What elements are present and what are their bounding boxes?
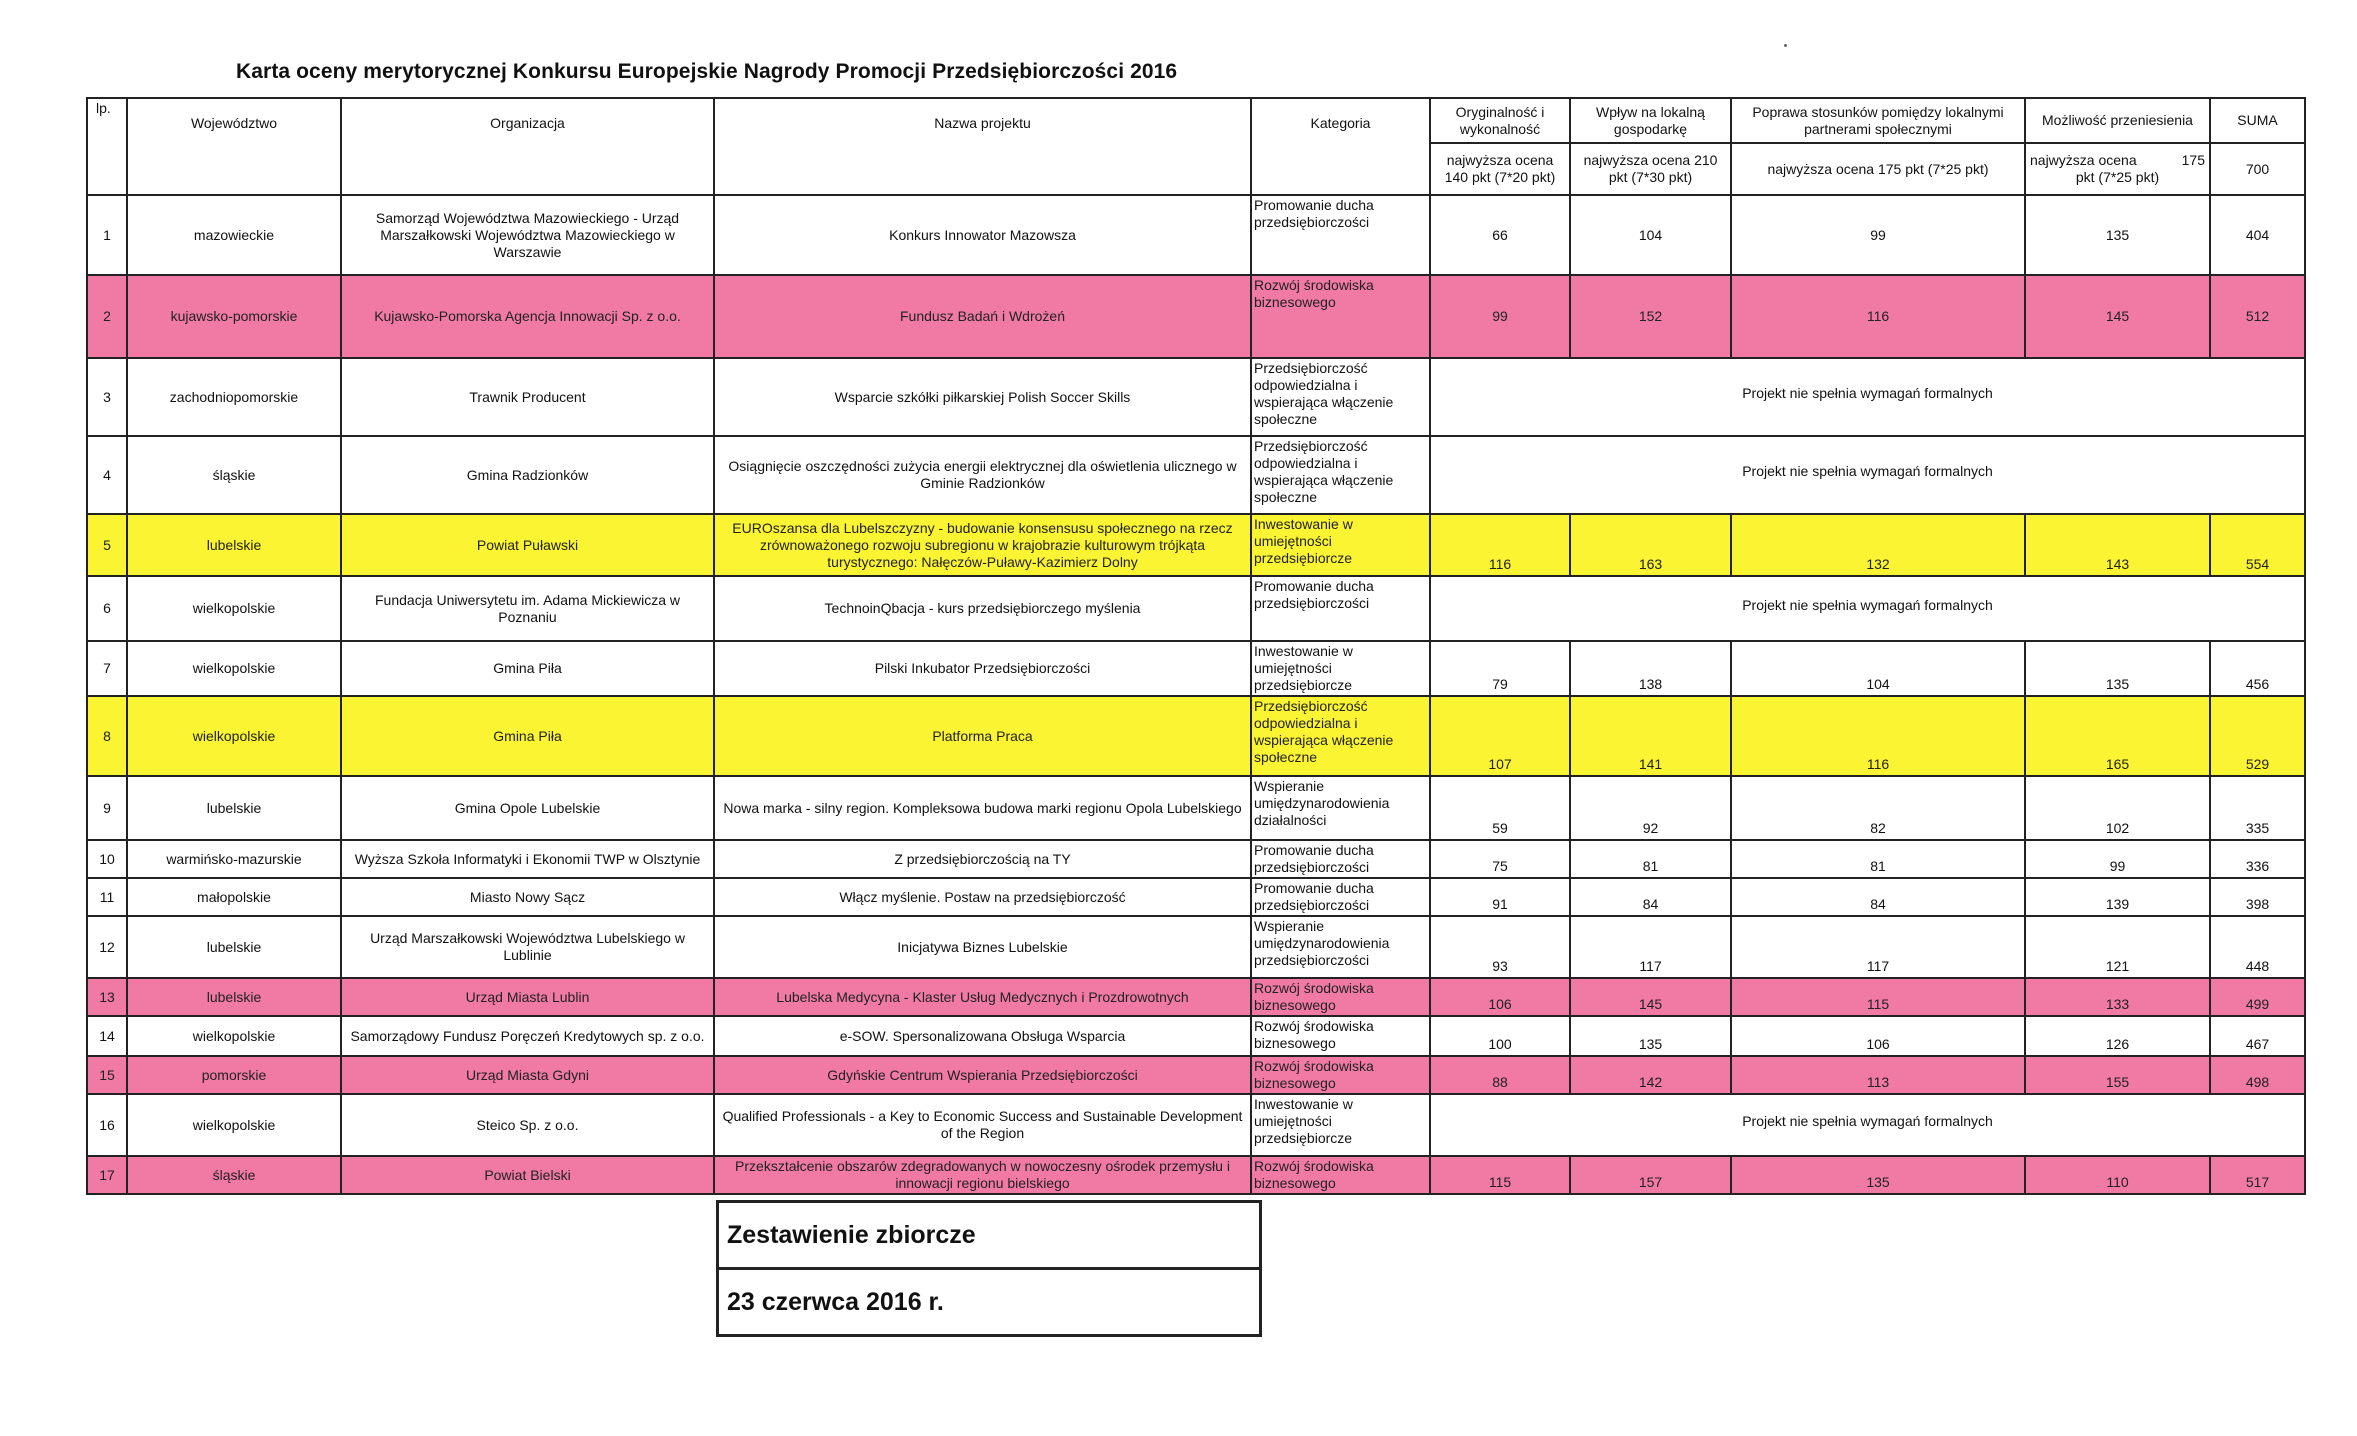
cell-wojewodztwo: kujawsko-pomorskie [127,275,341,358]
table-row [87,978,2305,1016]
cell-suma: 498 [2210,1056,2305,1094]
cell-suma: 335 [2210,776,2305,840]
cell-suma: 512 [2210,275,2305,358]
cell-not-eligible: Projekt nie spełnia wymagań formalnych [1430,576,2305,641]
header-oryginalnosc: Oryginalność i wykonalność [1430,98,1570,143]
cell-kategoria: Rozwój środowiska biznesowego [1251,978,1430,1016]
cell-wplyw: 152 [1570,275,1731,358]
cell-lp: 15 [87,1056,127,1094]
cell-mozliwosc-przeniesienia: 165 [2025,696,2210,776]
cell-lp: 8 [87,696,127,776]
cell-suma: 404 [2210,195,2305,275]
scan-speck [1784,44,1787,47]
header-poprawa-stosunkow: Poprawa stosunków pomiędzy lokalnymi partnerami społecznymi [1731,98,2025,143]
cell-mozliwosc-przeniesienia: 135 [2025,641,2210,696]
cell-wplyw: 92 [1570,776,1731,840]
cell-kategoria: Przedsiębiorczość odpowiedzialna i wspierająca włączenie społeczne [1251,696,1430,776]
header-wojewodztwo: Województwo [127,98,341,195]
cell-suma: 499 [2210,978,2305,1016]
max-oryginalnosc: najwyższa ocena 140 pkt (7*20 pkt) [1430,143,1570,195]
cell-kategoria: Inwestowanie w umiejętności przedsiębiorcze [1251,514,1430,576]
cell-mozliwosc-przeniesienia: 139 [2025,878,2210,916]
cell-projekt: EUROszansa dla Lubelszczyzny - budowanie konsensusu społecznego na rzecz zrównoważonego rozwoju subregionu w krajobrazie kulturowym trójkąta turystycznego: Nałęczów-Puławy-Kazimierz Dolny [714,514,1251,576]
cell-projekt: Włącz myślenie. Postaw na przedsiębiorczość [714,878,1251,916]
max-mozliwosc-value: 175 [2181,152,2205,168]
cell-wojewodztwo: lubelskie [127,916,341,978]
cell-kategoria: Rozwój środowiska biznesowego [1251,1016,1430,1056]
cell-organizacja: Urząd Miasta Gdyni [341,1056,714,1094]
cell-kategoria: Wspieranie umiędzynarodowienia działalności [1251,776,1430,840]
cell-poprawa-stosunkow: 84 [1731,878,2025,916]
cell-wplyw: 135 [1570,1016,1731,1056]
header-wplyw: Wpływ na lokalną gospodarkę [1570,98,1731,143]
cell-oryginalnosc: 66 [1430,195,1570,275]
cell-projekt: Inicjatywa Biznes Lubelskie [714,916,1251,978]
cell-lp: 13 [87,978,127,1016]
cell-wplyw: 81 [1570,840,1731,878]
cell-organizacja: Powiat Puławski [341,514,714,576]
cell-organizacja: Powiat Bielski [341,1156,714,1194]
cell-not-eligible: Projekt nie spełnia wymagań formalnych [1430,1094,2305,1156]
header-kategoria: Kategoria [1251,98,1430,195]
cell-projekt: Osiągnięcie oszczędności zużycia energii elektrycznej dla oświetlenia ulicznego w Gminie Radzionków [714,436,1251,514]
cell-organizacja: Gmina Piła [341,696,714,776]
cell-projekt: Przekształcenie obszarów zdegradowanych w nowoczesny ośrodek przemysłu i innowacji regionu bielskiego [714,1156,1251,1194]
cell-suma: 467 [2210,1016,2305,1056]
cell-lp: 9 [87,776,127,840]
table-row [87,916,2305,978]
table-row [87,1094,2305,1156]
cell-wojewodztwo: warmińsko-mazurskie [127,840,341,878]
cell-kategoria: Promowanie ducha przedsiębiorczości [1251,576,1430,641]
cell-organizacja: Kujawsko-Pomorska Agencja Innowacji Sp. z o.o. [341,275,714,358]
cell-organizacja: Gmina Opole Lubelskie [341,776,714,840]
cell-kategoria: Wspieranie umiędzynarodowienia przedsiębiorczości [1251,916,1430,978]
table-row [87,195,2305,275]
cell-organizacja: Fundacja Uniwersytetu im. Adama Mickiewicza w Poznaniu [341,576,714,641]
cell-oryginalnosc: 100 [1430,1016,1570,1056]
cell-lp: 4 [87,436,127,514]
cell-suma: 336 [2210,840,2305,878]
cell-mozliwosc-przeniesienia: 99 [2025,840,2210,878]
cell-mozliwosc-przeniesienia: 135 [2025,195,2210,275]
cell-projekt: Gdyńskie Centrum Wspierania Przedsiębiorczości [714,1056,1251,1094]
cell-kategoria: Promowanie ducha przedsiębiorczości [1251,878,1430,916]
cell-kategoria: Przedsiębiorczość odpowiedzialna i wspierająca włączenie społeczne [1251,358,1430,436]
cell-poprawa-stosunkow: 132 [1731,514,2025,576]
cell-wojewodztwo: lubelskie [127,514,341,576]
cell-poprawa-stosunkow: 117 [1731,916,2025,978]
cell-organizacja: Samorząd Województwa Mazowieckiego - Urząd Marszałkowski Województwa Mazowieckiego w Warszawie [341,195,714,275]
max-wplyw: najwyższa ocena 210 pkt (7*30 pkt) [1570,143,1731,195]
cell-lp: 14 [87,1016,127,1056]
cell-poprawa-stosunkow: 135 [1731,1156,2025,1194]
cell-projekt: Nowa marka - silny region. Kompleksowa budowa marki regionu Opola Lubelskiego [714,776,1251,840]
cell-organizacja: Gmina Piła [341,641,714,696]
max-mozliwosc-detail: pkt (7*25 pkt) [2075,169,2160,185]
cell-lp: 12 [87,916,127,978]
summary-title: Zestawienie zbiorcze [727,1220,976,1249]
cell-kategoria: Inwestowanie w umiejętności przedsiębiorcze [1251,1094,1430,1156]
cell-oryginalnosc: 99 [1430,275,1570,358]
cell-poprawa-stosunkow: 104 [1731,641,2025,696]
max-mozliwosc-przeniesienia [2025,143,2210,195]
evaluation-table [86,97,2306,1195]
cell-wplyw: 117 [1570,916,1731,978]
cell-wojewodztwo: zachodniopomorskie [127,358,341,436]
table-row [87,1056,2305,1094]
cell-oryginalnosc: 115 [1430,1156,1570,1194]
cell-wplyw: 163 [1570,514,1731,576]
table-row [87,641,2305,696]
cell-lp: 11 [87,878,127,916]
cell-wojewodztwo: wielkopolskie [127,641,341,696]
cell-poprawa-stosunkow: 115 [1731,978,2025,1016]
cell-wplyw: 138 [1570,641,1731,696]
cell-projekt: Z przedsiębiorczością na TY [714,840,1251,878]
cell-oryginalnosc: 107 [1430,696,1570,776]
cell-mozliwosc-przeniesienia: 155 [2025,1056,2210,1094]
cell-poprawa-stosunkow: 106 [1731,1016,2025,1056]
max-suma: 700 [2210,143,2305,195]
cell-poprawa-stosunkow: 116 [1731,275,2025,358]
cell-organizacja: Trawnik Producent [341,358,714,436]
cell-mozliwosc-przeniesienia: 143 [2025,514,2210,576]
cell-mozliwosc-przeniesienia: 110 [2025,1156,2210,1194]
cell-organizacja: Steico Sp. z o.o. [341,1094,714,1156]
cell-suma: 529 [2210,696,2305,776]
cell-oryginalnosc: 75 [1430,840,1570,878]
cell-wojewodztwo: małopolskie [127,878,341,916]
cell-suma: 398 [2210,878,2305,916]
header-lp: lp. [87,98,127,195]
table-row [87,358,2305,436]
cell-lp: 10 [87,840,127,878]
cell-projekt: Lubelska Medycyna - Klaster Usług Medycznych i Prozdrowotnych [714,978,1251,1016]
cell-projekt: Qualified Professionals - a Key to Economic Success and Sustainable Development of the Region [714,1094,1251,1156]
cell-organizacja: Samorządowy Fundusz Poręczeń Kredytowych sp. z o.o. [341,1016,714,1056]
max-mozliwosc-label: najwyższa ocena [2030,152,2137,168]
cell-oryginalnosc: 93 [1430,916,1570,978]
table-row [87,776,2305,840]
cell-mozliwosc-przeniesienia: 126 [2025,1016,2210,1056]
cell-lp: 7 [87,641,127,696]
cell-poprawa-stosunkow: 113 [1731,1056,2025,1094]
cell-oryginalnosc: 79 [1430,641,1570,696]
cell-projekt: TechnoinQbacja - kurs przedsiębiorczego myślenia [714,576,1251,641]
evaluation-table-body [87,195,2305,1194]
cell-wojewodztwo: śląskie [127,436,341,514]
cell-projekt: e-SOW. Spersonalizowana Obsługa Wsparcia [714,1016,1251,1056]
cell-wplyw: 142 [1570,1056,1731,1094]
cell-not-eligible: Projekt nie spełnia wymagań formalnych [1430,436,2305,514]
cell-wojewodztwo: lubelskie [127,978,341,1016]
cell-kategoria: Rozwój środowiska biznesowego [1251,275,1430,358]
cell-projekt: Platforma Praca [714,696,1251,776]
table-row [87,275,2305,358]
header-nazwa-projektu: Nazwa projektu [714,98,1251,195]
cell-lp: 16 [87,1094,127,1156]
summary-box [716,1200,1262,1337]
cell-wplyw: 157 [1570,1156,1731,1194]
cell-suma: 456 [2210,641,2305,696]
cell-lp: 5 [87,514,127,576]
cell-mozliwosc-przeniesienia: 133 [2025,978,2210,1016]
cell-wplyw: 145 [1570,978,1731,1016]
cell-suma: 448 [2210,916,2305,978]
cell-oryginalnosc: 88 [1430,1056,1570,1094]
cell-lp: 6 [87,576,127,641]
cell-projekt: Fundusz Badań i Wdrożeń [714,275,1251,358]
cell-oryginalnosc: 116 [1430,514,1570,576]
document-title: Karta oceny merytorycznej Konkursu Europejskie Nagrody Promocji Przedsiębiorczości 2016 [236,60,1178,83]
cell-poprawa-stosunkow: 81 [1731,840,2025,878]
cell-organizacja: Gmina Radzionków [341,436,714,514]
cell-kategoria: Przedsiębiorczość odpowiedzialna i wspierająca włączenie społeczne [1251,436,1430,514]
header-suma: SUMA [2210,98,2305,143]
cell-wojewodztwo: wielkopolskie [127,1094,341,1156]
cell-lp: 2 [87,275,127,358]
cell-mozliwosc-przeniesienia: 121 [2025,916,2210,978]
cell-lp: 17 [87,1156,127,1194]
cell-wojewodztwo: wielkopolskie [127,576,341,641]
cell-organizacja: Urząd Miasta Lublin [341,978,714,1016]
cell-mozliwosc-przeniesienia: 102 [2025,776,2210,840]
cell-mozliwosc-przeniesienia: 145 [2025,275,2210,358]
cell-kategoria: Rozwój środowiska biznesowego [1251,1156,1430,1194]
header-organizacja: Organizacja [341,98,714,195]
cell-suma: 517 [2210,1156,2305,1194]
cell-organizacja: Urząd Marszałkowski Województwa Lubelskiego w Lublinie [341,916,714,978]
cell-lp: 1 [87,195,127,275]
cell-wojewodztwo: mazowieckie [127,195,341,275]
summary-date: 23 czerwca 2016 r. [719,1267,1259,1334]
cell-kategoria: Inwestowanie w umiejętności przedsiębiorcze [1251,641,1430,696]
cell-projekt: Pilski Inkubator Przedsiębiorczości [714,641,1251,696]
header-mozliwosc-przeniesienia: Możliwość przeniesienia [2025,98,2210,143]
header-row [87,98,2305,143]
table-row [87,696,2305,776]
table-row [87,878,2305,916]
cell-poprawa-stosunkow: 116 [1731,696,2025,776]
cell-poprawa-stosunkow: 99 [1731,195,2025,275]
cell-projekt: Konkurs Innowator Mazowsza [714,195,1251,275]
cell-suma: 554 [2210,514,2305,576]
cell-oryginalnosc: 59 [1430,776,1570,840]
table-row [87,576,2305,641]
max-poprawa-stosunkow: najwyższa ocena 175 pkt (7*25 pkt) [1731,143,2025,195]
cell-kategoria: Promowanie ducha przedsiębiorczości [1251,840,1430,878]
cell-projekt: Wsparcie szkółki piłkarskiej Polish Soccer Skills [714,358,1251,436]
cell-wojewodztwo: pomorskie [127,1056,341,1094]
table-row [87,840,2305,878]
table-row [87,514,2305,576]
cell-kategoria: Rozwój środowiska biznesowego [1251,1056,1430,1094]
cell-organizacja: Wyższa Szkoła Informatyki i Ekonomii TWP w Olsztynie [341,840,714,878]
table-row [87,1016,2305,1056]
table-row [87,1156,2305,1194]
cell-kategoria: Promowanie ducha przedsiębiorczości [1251,195,1430,275]
cell-wplyw: 84 [1570,878,1731,916]
cell-wojewodztwo: wielkopolskie [127,1016,341,1056]
cell-wojewodztwo: śląskie [127,1156,341,1194]
cell-oryginalnosc: 106 [1430,978,1570,1016]
cell-organizacja: Miasto Nowy Sącz [341,878,714,916]
cell-wplyw: 104 [1570,195,1731,275]
table-row [87,436,2305,514]
cell-not-eligible: Projekt nie spełnia wymagań formalnych [1430,358,2305,436]
evaluation-table-container [86,97,2304,1195]
cell-lp: 3 [87,358,127,436]
cell-wplyw: 141 [1570,696,1731,776]
cell-poprawa-stosunkow: 82 [1731,776,2025,840]
cell-oryginalnosc: 91 [1430,878,1570,916]
cell-wojewodztwo: lubelskie [127,776,341,840]
cell-wojewodztwo: wielkopolskie [127,696,341,776]
